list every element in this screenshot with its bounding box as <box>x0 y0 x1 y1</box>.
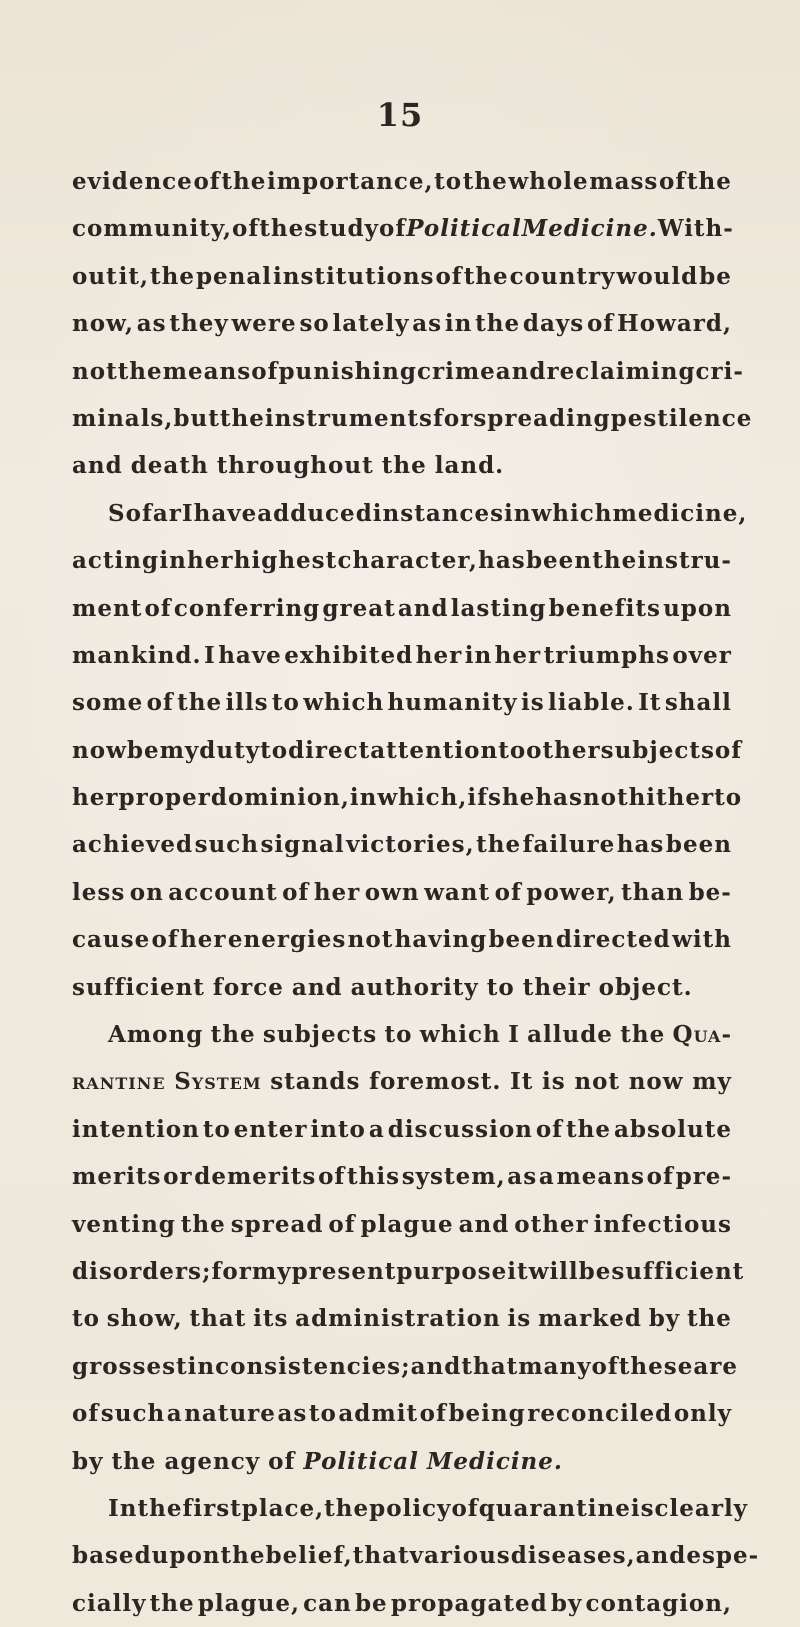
text-line: out it, the penal institutions of the country would be <box>72 262 732 290</box>
text-line: community, of the study of Political Medicine. With- <box>72 215 734 243</box>
body-text <box>72 158 760 1627</box>
text-line: evidence of the importance, to the whole mass of the <box>72 168 732 195</box>
text-line: Among the subjects to which I allude the Qua- <box>108 1021 732 1049</box>
text-line: mankind. I have exhibited her in her triumphs over <box>72 641 732 669</box>
text-line: to show, that its administration is marked by the <box>72 1305 732 1333</box>
text-line: cially the plague, can be propagated by contagion, <box>72 1589 732 1617</box>
text-line: intention to enter into a discussion of the absolute <box>72 1115 732 1143</box>
text-line: disorders; for my present purpose it will be sufficient <box>72 1257 745 1285</box>
text-line: based upon the belief, that various diseases, and espe- <box>72 1542 760 1570</box>
text-line: acting in her highest character, has been the instru- <box>72 547 732 575</box>
text-line: venting the spread of plague and other infectious <box>72 1210 732 1238</box>
text-line: now be my duty to direct attention to other subjects of <box>72 736 743 764</box>
text-line: In the first place, the policy of quarantine is clearly <box>108 1494 749 1522</box>
text-line: not the means of punishing crime and reclaiming cri- <box>72 357 744 385</box>
text-line: So far I have adduced instances in which medicine, <box>108 499 748 527</box>
text-line: her proper dominion, in which, if she has not hitherto <box>72 784 743 812</box>
text-line: some of the ills to which humanity is liable. It shall <box>72 689 732 717</box>
text-line: minals, but the instruments for spreading pestilence <box>72 404 753 432</box>
text-line: sufficient force and authority to their object. <box>72 973 693 1001</box>
text-line: ment of conferring great and lasting benefits upon <box>72 594 732 622</box>
text-line: rantine System stands foremost. It is not now my <box>72 1068 732 1096</box>
text-line: by the agency of Political Medicine. <box>72 1447 563 1475</box>
text-line: and death throughout the land. <box>72 452 505 480</box>
text-line: merits or demerits of this system, as a means of pre- <box>72 1163 732 1191</box>
page-number: 15 <box>376 96 424 134</box>
text-line: of such a nature as to admit of being reconciled only <box>72 1400 732 1428</box>
text-line: cause of her energies not having been directed with <box>72 926 732 954</box>
text-line: less on account of her own want of power, than be- <box>72 878 732 906</box>
text-line: achieved such signal victories, the failure has been <box>72 831 732 859</box>
text-line: now, as they were so lately as in the days of Howard, <box>72 310 732 338</box>
text-line: grossest inconsistencies; and that many of these are <box>72 1352 739 1380</box>
